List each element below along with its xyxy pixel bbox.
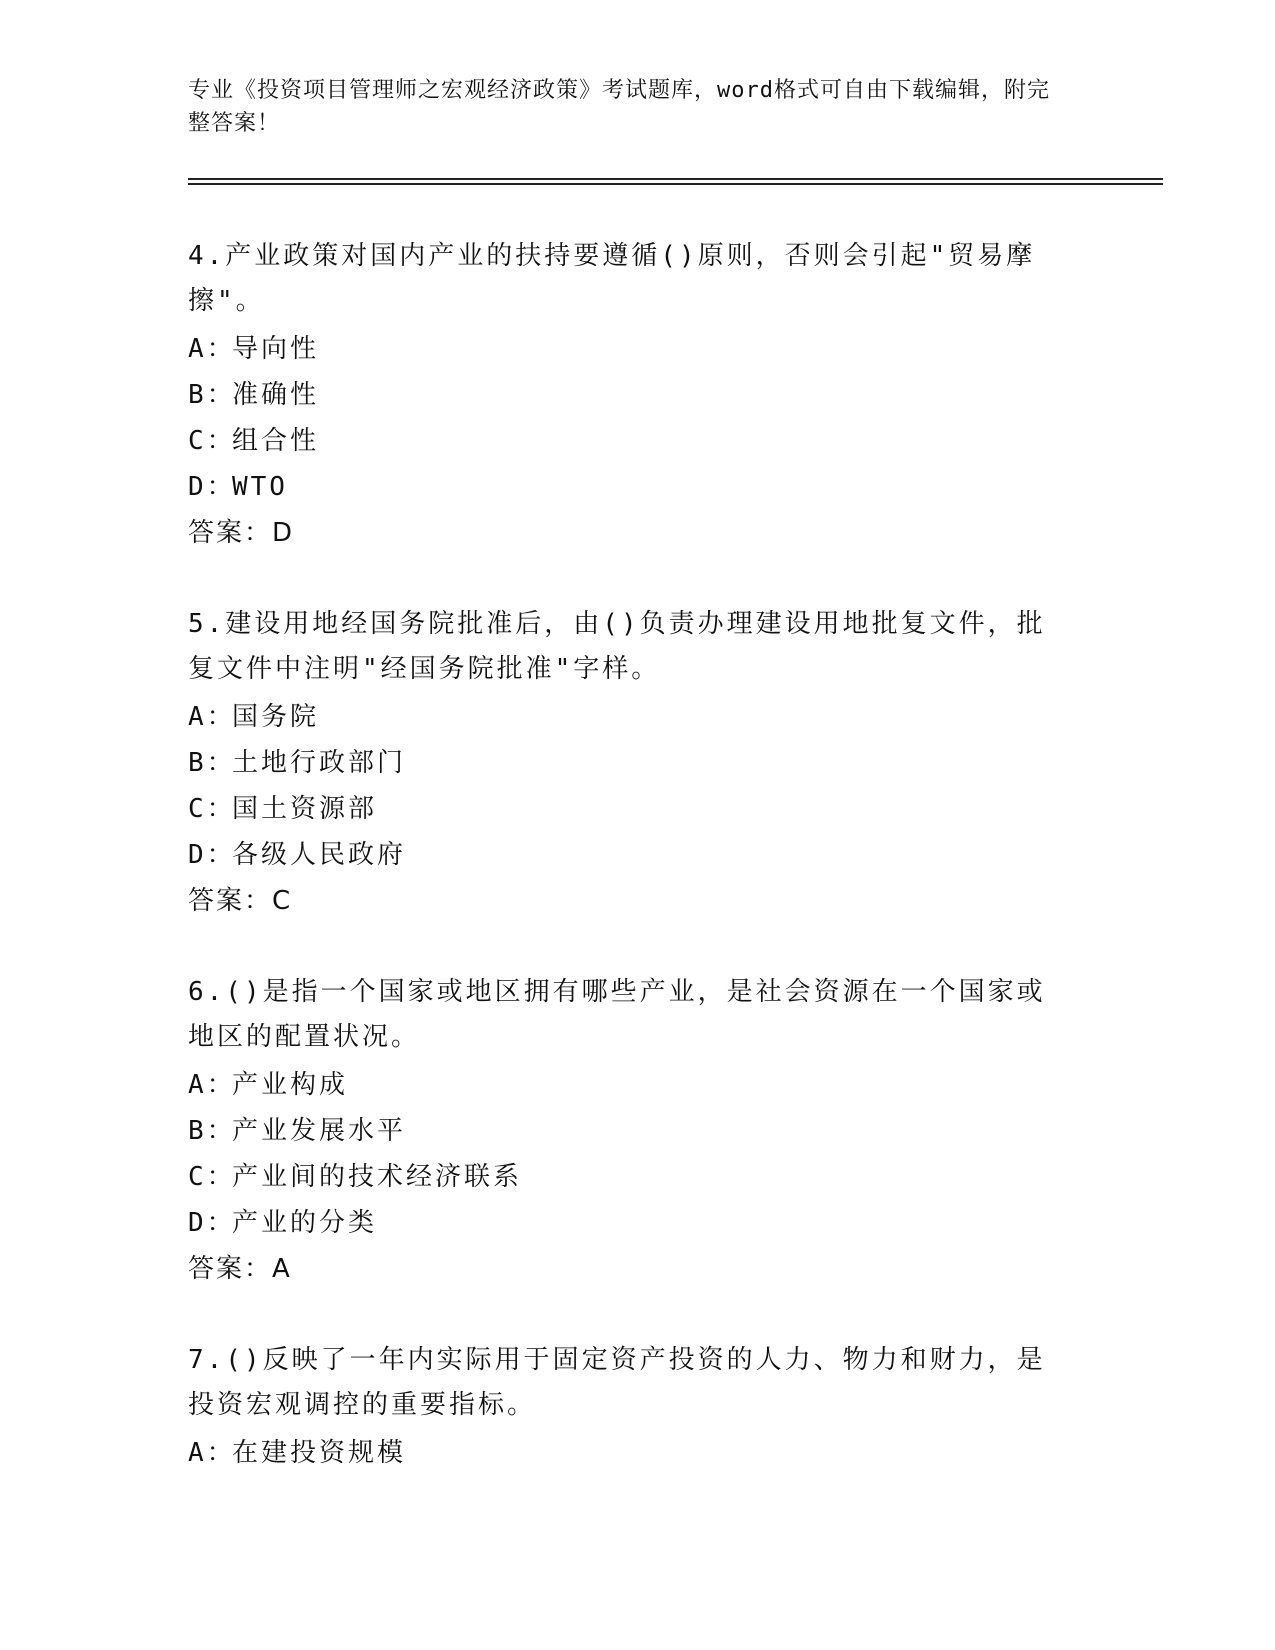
option-letter: C： — [188, 794, 236, 824]
option-letter: D： — [188, 840, 236, 870]
question-6 — [188, 970, 1068, 1292]
answer-label: 答案： — [188, 1254, 273, 1284]
question-stem: 5.建设用地经国务院批准后，由()负责办理建设用地批复文件，批复文件中注明"经国务院批准"字样。 — [188, 609, 1046, 684]
option-text: 国务院 — [232, 702, 320, 732]
answer-line — [188, 1246, 1068, 1292]
option-letter: B： — [188, 748, 236, 778]
question-stem: 7.()反映了一年内实际用于固定资产投资的人力、物力和财力，是投资宏观调控的重要指标。 — [188, 1345, 1046, 1420]
option-text: 各级人民政府 — [232, 840, 407, 870]
option-d — [188, 464, 1068, 510]
option-b — [188, 1108, 1068, 1154]
option-letter: C： — [188, 426, 236, 456]
option-text: 土地行政部门 — [232, 748, 407, 778]
option-a — [188, 326, 1068, 372]
option-text: WTO — [232, 472, 288, 502]
option-letter: D： — [188, 472, 236, 502]
option-text: 产业发展水平 — [232, 1116, 407, 1146]
option-letter: B： — [188, 380, 236, 410]
option-a — [188, 1430, 1068, 1476]
option-letter: D： — [188, 1208, 236, 1238]
option-d — [188, 1200, 1068, 1246]
option-text: 导向性 — [232, 334, 320, 364]
option-text: 组合性 — [232, 426, 320, 456]
option-text: 产业间的技术经济联系 — [232, 1162, 523, 1192]
option-text: 产业构成 — [232, 1070, 349, 1100]
option-b — [188, 372, 1068, 418]
option-text: 产业的分类 — [232, 1208, 378, 1238]
question-4 — [188, 234, 1068, 556]
option-text: 准确性 — [232, 380, 320, 410]
header-divider-top — [188, 178, 1163, 180]
answer-value: D — [272, 518, 295, 548]
header-divider-bottom — [188, 183, 1163, 185]
answer-line — [188, 510, 1068, 556]
option-text: 在建投资规模 — [232, 1438, 407, 1468]
answer-line — [188, 878, 1068, 924]
option-text: 国土资源部 — [232, 794, 378, 824]
question-7 — [188, 1338, 1068, 1476]
option-c — [188, 1154, 1068, 1200]
option-a — [188, 694, 1068, 740]
option-letter: A： — [188, 1070, 236, 1100]
option-c — [188, 786, 1068, 832]
question-5 — [188, 602, 1068, 924]
option-letter: B： — [188, 1116, 236, 1146]
question-list — [188, 234, 1068, 1522]
answer-label: 答案： — [188, 518, 273, 548]
option-a — [188, 1062, 1068, 1108]
option-letter: A： — [188, 334, 236, 364]
option-letter: A： — [188, 702, 236, 732]
question-stem: 4.产业政策对国内产业的扶持要遵循()原则，否则会引起"贸易摩擦"。 — [188, 241, 1036, 316]
option-letter: C： — [188, 1162, 236, 1192]
option-c — [188, 418, 1068, 464]
question-stem: 6.()是指一个国家或地区拥有哪些产业，是社会资源在一个国家或地区的配置状况。 — [188, 977, 1046, 1052]
answer-value: C — [272, 886, 293, 916]
answer-label: 答案： — [188, 886, 273, 916]
answer-value: A — [272, 1254, 292, 1284]
document-header: 专业《投资项目管理师之宏观经济政策》考试题库，word格式可自由下载编辑，附完整答案！ — [188, 78, 1050, 136]
option-b — [188, 740, 1068, 786]
option-d — [188, 832, 1068, 878]
option-letter: A： — [188, 1438, 236, 1468]
